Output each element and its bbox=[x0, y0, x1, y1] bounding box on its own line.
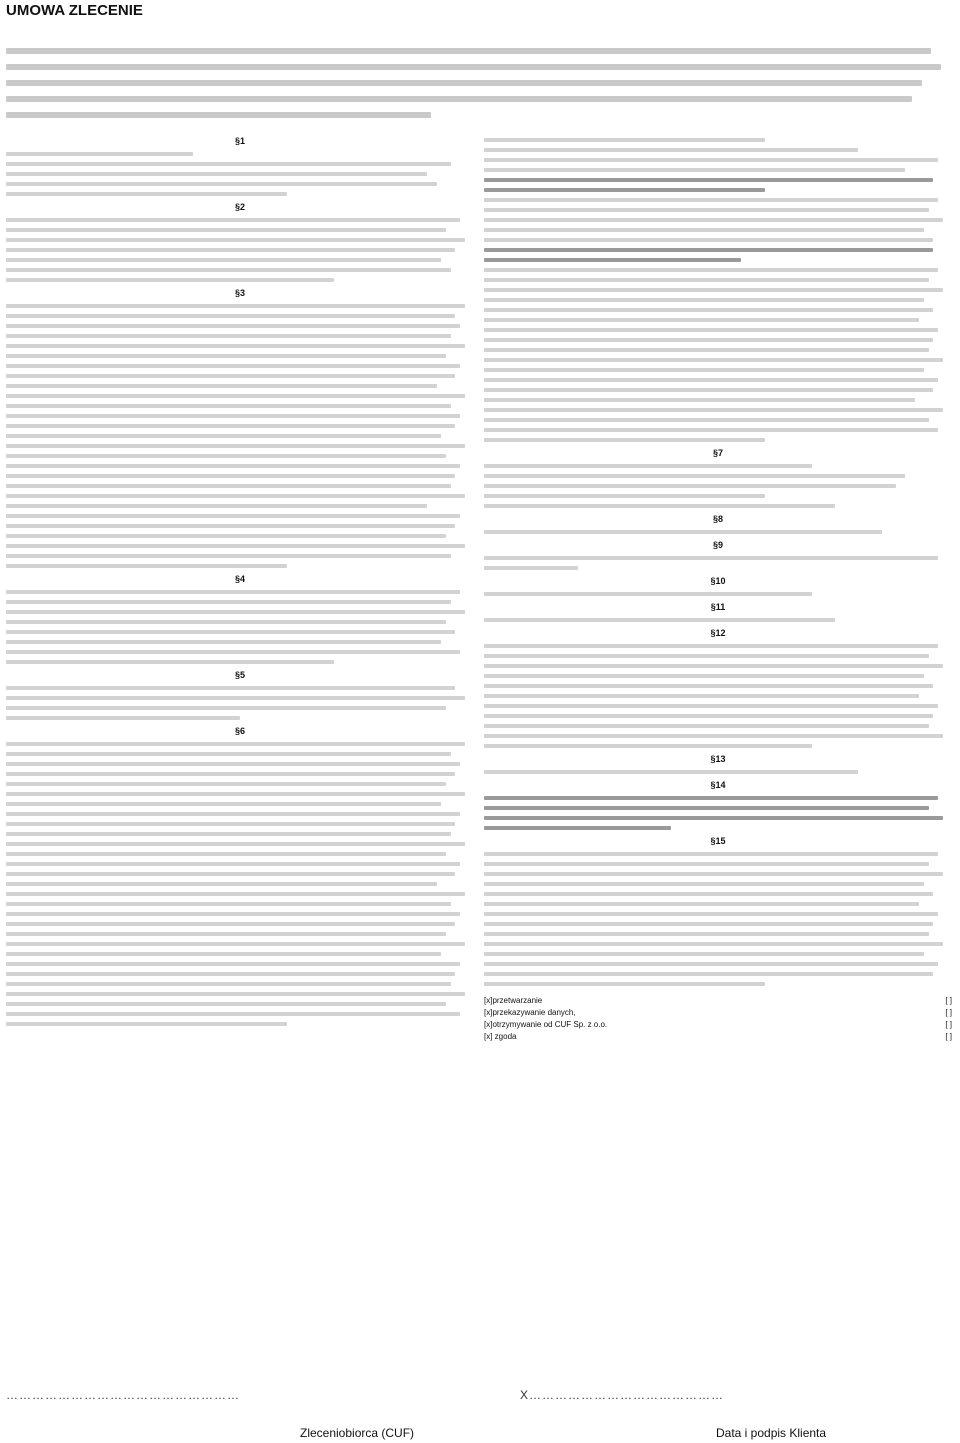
document-title: UMOWA ZLECENIE bbox=[6, 2, 143, 19]
consent-item[interactable]: [x]przetwarzanie [ ] bbox=[484, 996, 952, 1005]
checkbox: [ ] bbox=[945, 1008, 952, 1017]
intro-block bbox=[6, 38, 950, 128]
consent-item[interactable]: [x]przekazywanie danych, [ ] bbox=[484, 1008, 952, 1017]
section-heading: §14 bbox=[710, 780, 726, 790]
section-heading: §15 bbox=[710, 836, 726, 846]
left-signature-label: Zleceniobiorca (CUF) bbox=[300, 1426, 415, 1440]
section-heading: §3 bbox=[234, 288, 245, 298]
section-heading: §6 bbox=[234, 726, 245, 736]
section-heading: §10 bbox=[710, 576, 726, 586]
right-column bbox=[484, 132, 952, 1044]
section-heading: §8 bbox=[712, 514, 723, 524]
section-heading: §11 bbox=[710, 602, 726, 612]
section-heading: §4 bbox=[234, 574, 245, 584]
section-heading: §12 bbox=[710, 628, 726, 638]
section-heading: §2 bbox=[234, 202, 245, 212]
left-column bbox=[6, 132, 474, 1032]
right-signature-label: Data i podpis Klienta bbox=[716, 1426, 827, 1440]
section-heading: §7 bbox=[712, 448, 723, 458]
checkbox: [ ] bbox=[945, 996, 952, 1005]
consent-list bbox=[484, 996, 952, 1041]
section-heading: §1 bbox=[234, 136, 245, 146]
section-heading: §13 bbox=[710, 754, 726, 764]
checkbox: [ ] bbox=[945, 1020, 952, 1029]
section-heading: §5 bbox=[234, 670, 245, 680]
left-signature-line: ……………………………………………… bbox=[6, 1388, 240, 1402]
right-signature-line: X……………………………………… bbox=[520, 1388, 725, 1402]
checkbox: [ ] bbox=[945, 1032, 952, 1041]
consent-item[interactable]: [x] zgoda [ ] bbox=[484, 1032, 952, 1041]
consent-item[interactable]: [x]otrzymywanie od CUF Sp. z o.o. [ ] bbox=[484, 1020, 952, 1029]
section-heading: §9 bbox=[712, 540, 723, 550]
